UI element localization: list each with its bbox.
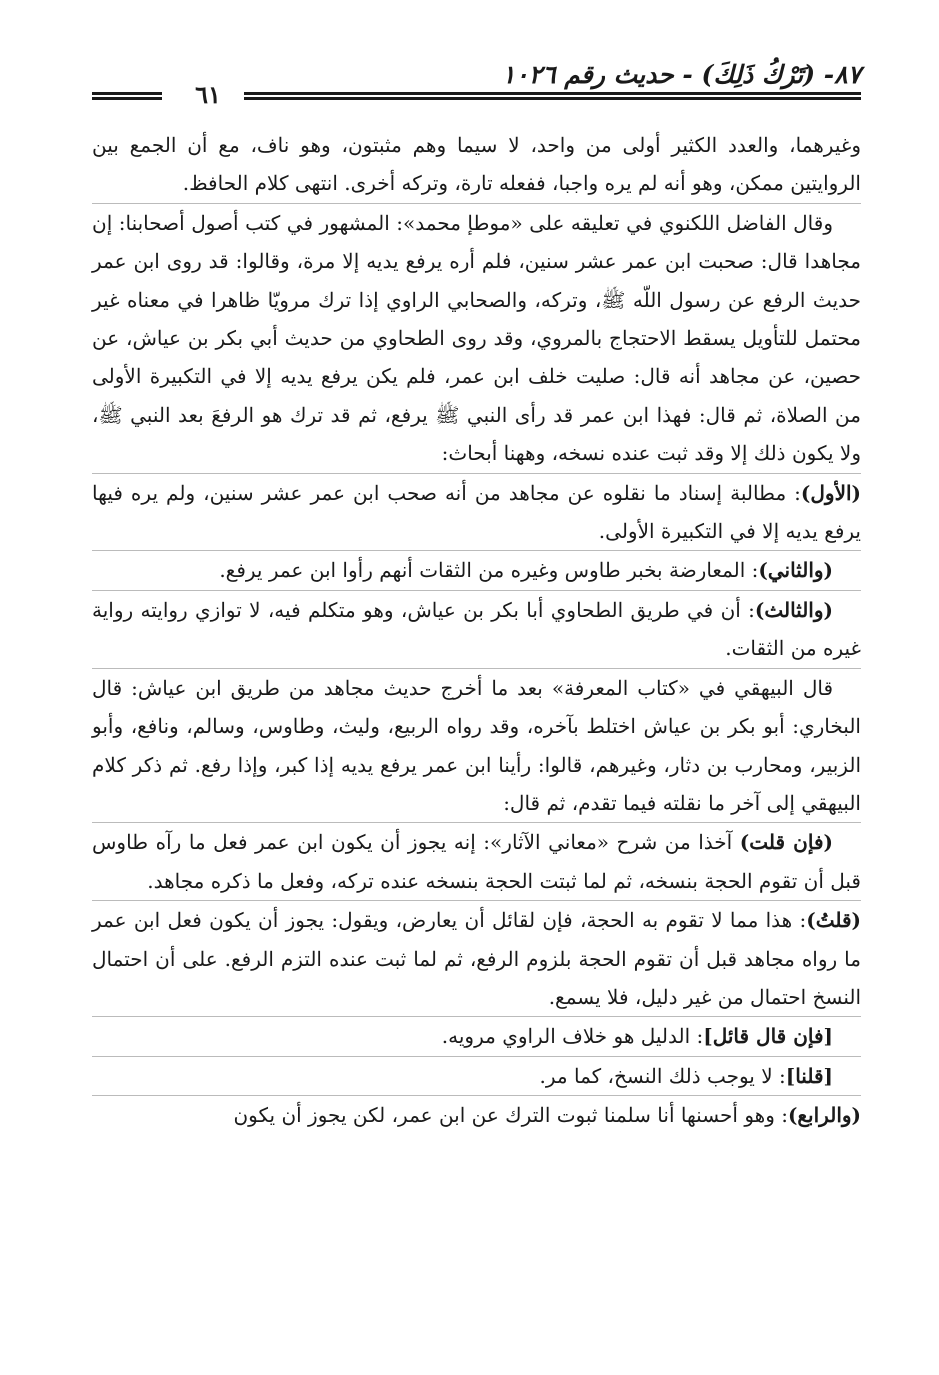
paragraph-text: وقال الفاضل اللكنوي في تعليقه على «موطإ محمد»: المشهور في كتب أصول أصحابنا: إن مجاهدا قال: صحبت ابن عمر عشر سنين، فلم أره يرفع يديه إلا مرة، وقالوا: قد روى ابن عمر حديث الرفع عن رسول اللّه ﷺ، وتركه، والصحابي الراوي إذا ترك مرويّا ظاهرا في معناه غير محتمل للتأويل يسقط الاحتجاج بالمروي، وقد روى الطحاوي من حديث أبي بكر بن عياش، عن حصين، عن مجاهد أنه قال: صليت خلف ابن عمر، فلم يكن يرفع يديه إلا في التكبيرة الأولى من الصلاة، ثم قال: فهذا ابن عمر قد رأى النبي ﷺ يرفع، ثم قد ترك هو الرفعَ بعد النبي ﷺ، ولا يكون ذلك إلا وقد ثبت عنده نسخه، وههنا أبحاث: — [92, 210, 861, 466]
paragraph — [92, 474, 861, 551]
page-number: ٦١ — [195, 80, 221, 109]
paragraph-lead: (والثالث) — [754, 597, 833, 622]
paragraph-lead: (قلتُ) — [806, 908, 861, 933]
paragraph — [92, 591, 861, 668]
paragraph-text: : مطالبة إسناد ما نقلوه عن مجاهد من أنه صحب ابن عمر عشر سنين، ولم يره فيها يرفع يديه إلا في التكبيرة الأولى. — [92, 480, 861, 544]
body-text — [92, 126, 861, 1135]
paragraph-text: : هذا مما لا تقوم به الحجة، فإن لقائل أن يعارض، ويقول: يجوز أن يكون فعل ابن عمر ما رواه مجاهد قبل أن تقوم الحجة بلزوم الرفع، ثم لما ثبت عنده التزم الرفع. على أن احتمال النسخ احتمال من غير دليل، فلا يسمع. — [92, 908, 861, 1009]
paragraph — [92, 1057, 861, 1095]
paragraph-text: : وهو أحسنها أنا سلمنا ثبوت الترك عن ابن عمر، لكن يجوز أن يكون — [233, 1103, 788, 1128]
paragraph — [92, 669, 861, 823]
header-rule-left — [92, 92, 162, 100]
paragraph-text: : المعارضة بخبر طاوس وغيره من الثقات أنهم رأوا ابن عمر يرفع. — [219, 558, 759, 583]
paragraph-text: : أن في طريق الطحاوي أبا بكر بن عياش، وهو متكلم فيه، لا توازي روايته رواية غيره من الثقات. — [92, 597, 861, 661]
header-rule — [92, 80, 861, 109]
paragraph-lead: (فإن قلت) — [739, 830, 833, 855]
paragraph-text: قال البيهقي في «كتاب المعرفة» بعد ما أخرج حديث مجاهد من طريق ابن عياش: قال البخاري: أبو بكر بن عياش اختلط بآخره، وقد رواه الربيع، وليث، وطاوس، وسالم، ونافع، وأبو الزبير، ومحارب بن دثار، وغيرهم، قالوا: رأينا ابن عمر يرفع يديه إذا كبر، وإذا رفع. ثم ذكر كلام البيهقي إلى آخر ما نقلته فيما تقدم، ثم قال: — [92, 675, 861, 815]
paragraph-lead: [فإن قال قائل] — [703, 1024, 833, 1049]
running-head: ٨٧- (تَرْكُ ذَلِكَ) - حديث رقم ١٠٢٦ — [501, 60, 861, 89]
paragraph-text: آخذا من شرح «معاني الآثار»: إنه يجوز أن يكون ابن عمر فعل ما رآه طاوس قبل أن تقوم الحجة بنسخه، ثم لما ثبتت الحجة بنسخه عنده تركه، وفعل ما ذكره مجاهد. — [92, 830, 861, 893]
paragraph — [92, 901, 861, 1016]
paragraph — [92, 1017, 861, 1055]
paragraph-lead: (والرابع) — [787, 1103, 861, 1128]
paragraph-lead: (الأول) — [800, 480, 861, 505]
paragraph — [92, 1096, 861, 1134]
paragraph — [92, 204, 861, 473]
paragraph — [92, 823, 861, 900]
paragraph-text: : لا يوجب ذلك النسخ، كما مر. — [539, 1063, 786, 1088]
paragraph — [92, 126, 861, 203]
paragraph-text: وغيرهما، والعدد الكثير أولى من واحد، لا سيما وهم مثبتون، وهو ناف، مع أن الجمع بين الروايتين ممكن، وهو أنه لم يره واجبا، ففعله تارة، وتركه أخرى. انتهى كلام الحافظ. — [92, 133, 861, 196]
paragraph — [92, 551, 861, 589]
paragraph-text: : الدليل هو خلاف الراوي مرويه. — [441, 1024, 704, 1049]
header-rule-right — [244, 92, 861, 100]
paragraph-lead: [قلنا] — [785, 1063, 833, 1088]
paragraph-lead: (والثاني) — [758, 558, 833, 583]
